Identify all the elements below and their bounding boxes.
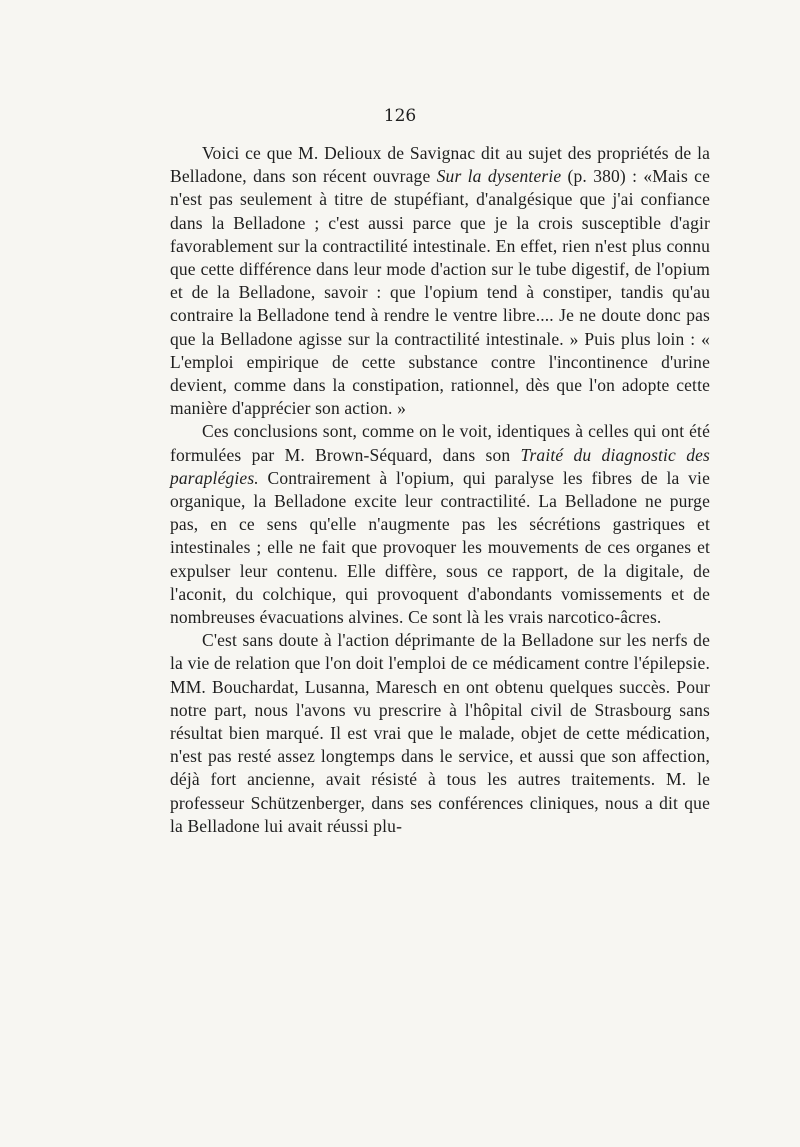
book-title-sur-la-dysenterie: Sur la dysenterie [436,166,562,187]
paragraph-1-text: Voici ce que M. Delioux de Savignac dit au sujet des propriétés de la Belladone, dans son récent ouvrage [170,143,710,187]
page-number: 126 [383,106,417,126]
paragraph-2 [170,420,710,629]
book-title-traite-du-diagnostic: Traité du diagnostic des paraplégies. [170,444,710,488]
paragraph-3-text: C'est sans doute à l'action déprimante de la Belladone sur les nerfs de la vie de relation que l'on doit l'emploi de ce médicament contre l'épilepsie. MM. Bouchardat, Lusanna, Maresch en ont obtenu quelques succès. Pour notre part, nous l'avons vu prescrire à l'hôpital civil de Strasbourg sans résultat bien marqué. Il est vrai que le malade, objet de cette médication, n'est pas resté assez longtemps dans le service, et aussi que son affection, déjà fort ancienne, avait résisté à tous les autres traitements. M. le professeur Schützenberger, dans ses conférences cliniques, nous a dit que la Belladone lui avait réussi plu- [170,630,710,836]
paragraph-3 [170,629,710,838]
body-text [170,142,710,838]
paragraph-1-text-cont: (p. 380) : «Mais ce n'est pas seulement à titre de stupéfiant, d'analgésique que j'ai confiance dans la Belladone ; c'est aussi parce que je la crois susceptible d'agir favorablement sur la contractilité intestinale. En effet, rien n'est plus connu que cette différence dans leur mode d'action sur le tube digestif, de l'opium et de la Belladone, savoir : que l'opium tend à constiper, tandis qu'au contraire la Belladone tend à rendre le ventre libre.... Je ne doute donc pas que la Belladone agisse sur la contractilité intestinale. » Puis plus loin : « L'emploi empirique de cette substance contre l'incontinence d'urine devient, comme dans la constipation, rationnel, dès que l'on adopte cette manière d'apprécier son action. » [170,166,711,419]
paragraph-1 [170,142,710,420]
paragraph-2-text: Ces conclusions sont, comme on le voit, identiques à celles qui ont été formulées par M. Brown-Séquard, dans son [170,421,710,465]
paragraph-2-text-cont: Contrairement à l'opium, qui paralyse les fibres de la vie organique, la Belladone excite leur contractilité. La Belladone ne purge pas, en ce sens qu'elle n'augmente pas les sécrétions gastriques et intestinales ; elle ne fait que provoquer les mouvements de ces organes et expulser leur contenu. Elle diffère, sous ce rapport, de la digitale, de l'aconit, du colchique, qui provoquent d'abondants vomissements et de nombreuses évacuations alvines. Ce sont là les vrais narcotico-âcres. [170,467,710,628]
